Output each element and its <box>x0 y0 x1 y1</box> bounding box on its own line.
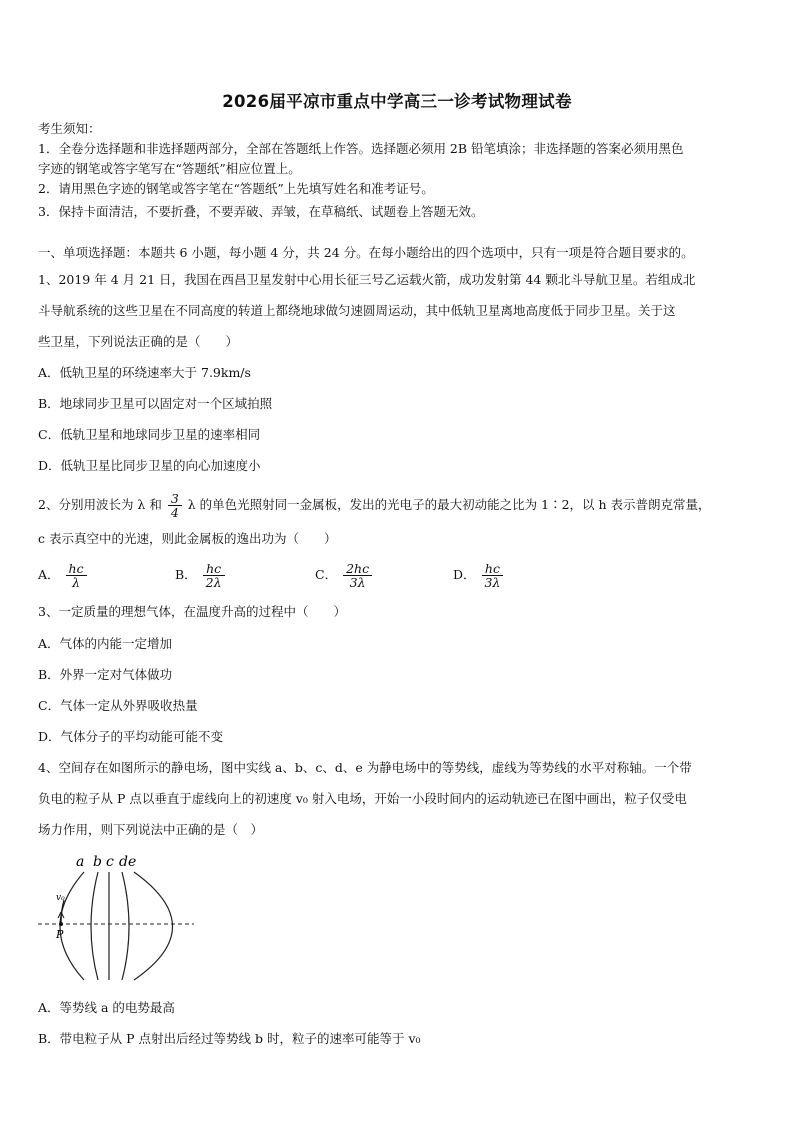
notice-heading: 考生须知： <box>38 121 101 136</box>
q1-stem-line: 斗导航系统的这些卫星在不同高度的转道上都绕地球做匀速圆周运动，其中低轨卫星离地高度低于同步卫星。关于这 <box>38 303 676 318</box>
option-fraction <box>343 562 372 589</box>
equipotential-line-d <box>122 872 129 980</box>
q4-stem-line: 场力作用，则下列说法中正确的是（ ） <box>38 822 264 837</box>
q2-stem-line2: c 表示真空中的光速，则此金属板的逸出功为（ ） <box>38 531 337 546</box>
fraction-den: λ <box>72 575 81 590</box>
q3-stem: 3、一定质量的理想气体，在温度升高的过程中（ ） <box>38 604 346 619</box>
q4-stem-line: 4、空间存在如图所示的静电场，图中实线 a、b、c、d、e 为静电场中的等势线，虚线为等势线的水平对称轴。一个带 <box>38 760 692 775</box>
option-fraction <box>203 562 225 589</box>
q1-option-d: D．低轨卫星比同步卫星的向心加速度小 <box>38 458 261 473</box>
q2-fraction <box>168 492 182 519</box>
fraction-den: 2λ <box>205 575 222 590</box>
q1-stem-line: 1、2019 年 4 月 21 日，我国在西昌卫星发射中心用长征三号乙运载火箭，成功发射第 44 颗北斗导航卫星。若组成北 <box>38 272 696 287</box>
label-c: c <box>106 854 114 870</box>
q2-stem-text: λ 的单色光照射同一金属板，发出的光电子的最大初动能之比为 1∶2，以 h 表示普朗克常量， <box>187 497 711 512</box>
fraction-num: 2hc <box>343 562 372 576</box>
q3-option-d: D．气体分子的平均动能可能不变 <box>38 729 224 744</box>
notice-item: 2．请用黑色字迹的钢笔或答字笔在“答题纸”上先填写姓名和准考证号。 <box>38 181 434 196</box>
q2-fraction-den: 4 <box>170 505 179 520</box>
q2-option-c <box>315 562 374 589</box>
equipotential-line-a <box>60 872 84 980</box>
q2-stem-line1 <box>38 492 711 519</box>
fraction-den: 3λ <box>349 575 366 590</box>
option-label: A． <box>38 567 60 582</box>
fraction-den: 3λ <box>484 575 501 590</box>
fraction-num: hc <box>482 562 504 576</box>
label-v0: v₀ <box>56 893 65 903</box>
option-label: B． <box>175 567 197 582</box>
option-fraction <box>66 562 87 589</box>
notice-item: 3．保持卡面清洁，不要折叠，不要弄破、弄皱，在草稿纸、试题卷上答题无效。 <box>38 204 484 219</box>
notice-item: 1．全卷分选择题和非选择题两部分，全部在答题纸上作答。选择题必须用 2B 铅笔填涂；非选择题的答案必须用黑色 <box>38 141 684 156</box>
q2-option-a <box>38 562 89 589</box>
q2-fraction-num: 3 <box>168 492 182 506</box>
label-e: e <box>128 854 137 870</box>
label-b: b <box>93 854 102 870</box>
q1-stem-line: 些卫星，下列说法正确的是（ ） <box>38 334 239 349</box>
label-d: d <box>119 854 128 870</box>
q3-option-c: C．气体一定从外界吸收热量 <box>38 698 198 713</box>
q4-stem-line: 负电的粒子从 P 点以垂直于虚线向上的初速度 v₀ 射入电场，开始一小段时间内的运动轨迹已在图中画出，粒子仅受电 <box>38 791 687 806</box>
q1-option-a: A．低轨卫星的环绕速率大于 7.9km/s <box>38 365 251 380</box>
option-fraction <box>482 562 504 589</box>
q1-option-b: B．地球同步卫星可以固定对一个区域拍照 <box>38 396 273 411</box>
equipotential-figure <box>36 852 196 992</box>
label-a: a <box>76 854 85 870</box>
q2-stem-text: 2、分别用波长为 λ 和 <box>38 497 162 512</box>
fraction-num: hc <box>66 562 87 576</box>
equipotential-line-e <box>134 872 173 980</box>
section-heading: 一、单项选择题：本题共 6 小题，每小题 4 分，共 24 分。在每小题给出的四个选项中，只有一项是符合题目要求的。 <box>38 245 694 260</box>
option-label: C． <box>315 567 338 582</box>
equipotential-diagram <box>36 852 196 992</box>
equipotential-line-b <box>91 872 98 980</box>
q2-option-b <box>175 562 227 589</box>
notice-item: 字迹的钢笔或答字笔写在“答题纸”相应位置上。 <box>38 161 301 176</box>
q1-option-c: C．低轨卫星和地球同步卫星的速率相同 <box>38 427 261 442</box>
q3-option-b: B．外界一定对气体做功 <box>38 667 173 682</box>
q3-option-a: A．气体的内能一定增加 <box>38 636 173 651</box>
fraction-num: hc <box>203 562 225 576</box>
q4-option-a: A．等势线 a 的电势最高 <box>38 1000 175 1015</box>
page-title: 2026届平凉市重点中学高三一诊考试物理试卷 <box>222 92 572 111</box>
q4-option-b: B．带电粒子从 P 点射出后经过等势线 b 时，粒子的速率可能等于 v₀ <box>38 1031 421 1046</box>
option-label: D． <box>453 567 476 582</box>
q2-option-d <box>453 562 505 589</box>
label-p: P <box>56 928 64 941</box>
